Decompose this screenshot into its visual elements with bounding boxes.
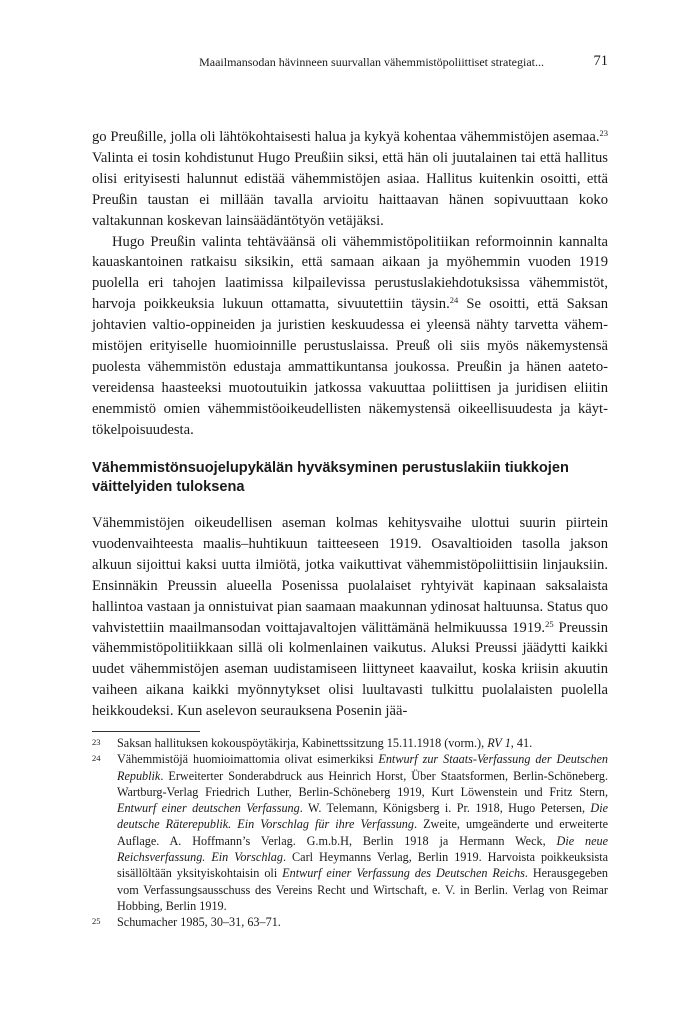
footnote-title: Entwurf einer Verfassung des Deutschen Reichs <box>282 866 525 881</box>
footnote-title: Entwurf einer deutschen Verfassung <box>117 801 300 816</box>
footnote-25 <box>92 914 608 930</box>
paragraph-text: go Preußille, jolla oli lähtökohtaisesti halua ja kykyä kohentaa vähemmistöjen asemaa. <box>92 129 600 145</box>
footnote-text: , 41. <box>510 736 533 750</box>
footnote-number: 25 <box>92 916 101 927</box>
footnote-title: Entwurf zur Staats-Verfassung der Deutschen Republik <box>117 752 608 783</box>
footnote-divider <box>92 731 200 732</box>
paragraph-text: Vähemmistöjen oikeudellisen aseman kolmas kehitysvaihe ulottui suurin piirtein vuodenvaihteesta maalis–huhtikuun taitteeseen 1919. Osavaltioiden tasolla jakson alkuun sijoittui kaksi uutta ilmiötä, jotka vaikuttivat vähemmistöpoliittisiin linjauksiin. Ensinnäkin Preussin alueella Posenissa puolalaiset ryhtyivät kapinaan saksalaista hallintoa vastaan ja onnistuivat pian saamaan maakunnan ydinosat haltuunsa. Status quo vahvistettiin maailmansodan voittajavaltojen välittämänä helmikuussa 1919. <box>92 515 608 636</box>
body-text <box>92 127 608 441</box>
footnote-text: . Carl Heymanns Verlag, Berlin 1919. Harvoista poikkeuksista sisällöltään yksityiskohtaisin oli <box>117 850 609 881</box>
footnote-23 <box>92 735 608 751</box>
footnote-text: Vähemmistöjä huomioimattomia olivat esimerkiksi <box>117 752 379 767</box>
paragraph-text: Valinta ei tosin kohdistunut Hugo Preußiin siksi, että hän oli juutalainen tai että hallitus olisi erityisesti halunnut edistää vähemmistöjen asiaa. Hallitus kuitenkin osoitti, että Preußin taustan ei millään tavalla arvioitu haittaavan hänen sopivuuttaan koko valtakunnan koskevan lainsäädäntötyön vetäjäksi. <box>92 149 608 229</box>
footnote-text: . Zweite, umgeänderte und erweiterte Auflage. A. Hoffmann’s Verlag. G.m.b.H, Berlin 1918 ja Hermann Weck, <box>117 817 608 848</box>
footnote-title: Die neue Reichsverfassung. Ein Vorschlag <box>117 833 608 865</box>
footnote-text: . Herausgegeben vom Verfassungsausschuss des Vereins Recht und Wirtschaft, e. V. in Berlin. Verlag von Reimar Hobbing, Berlin 1919. <box>117 866 609 913</box>
footnote-number: 24 <box>92 753 101 764</box>
footnote-title: RV 1 <box>487 736 511 750</box>
footnote-number: 23 <box>92 737 101 747</box>
paragraph-text: Preussin vähemmistöpolitiikkaan sillä oli kolmenlainen vaikutus. Aluksi Preussi jäädytti kaikki uudet vähemmistöjen aseman uudistamiseen liittyneet kaavailut, koska kriisin akuutin vaiheen aikana kaikki myönnytykset olisi luultavasti tulkittu puolalaisten puolella heikkoudeksi. Kun aselevon seurauksena Posenin jää- <box>92 619 608 720</box>
paragraph-text: Se osoitti, että Saksan johtavien valtio-oppineiden ja juristien keskuudessa ei yleensä nähty tarvetta vähemmistöjen erityiselle huomioinnille perustuslaissa. Preuß oli siis myös näkemystensä puolesta vähemmistön edustaja ammattikuntansa joukossa. Preußin ja hänen aatetovereidensa haasteeksi muotoutuikin jatkossa vakuuttaa poliittisen ja juridisen eliitin enemmistö omien vähemmistöoikeudellisten näkemystensä oikeellisuudesta ja käyttökelpoisuudesta. <box>92 296 608 438</box>
footnote-ref: 23 <box>599 128 608 138</box>
running-title: Maailmansodan hävinneen suurvallan vähemmistöpoliittiset strategiat... <box>199 55 544 69</box>
footnote-text: Schumacher 1985, 30–31, 63–71. <box>117 915 281 930</box>
footnote-ref: 24 <box>449 295 459 306</box>
footnote-text: . W. Telemann, Königsberg i. Pr. 1918, Hugo Petersen, <box>299 801 591 816</box>
paragraph <box>92 513 608 722</box>
page-number: 71 <box>593 53 608 69</box>
body-text <box>92 513 608 722</box>
section-heading: Vähemmistönsuojelupykälän hyväksyminen perustuslakiin tiukkojen väittelyiden tuloksena <box>92 460 569 495</box>
footnote-title: Die deutsche Räterepublik. Ein Vorschlag für ihre Verfassung <box>117 801 608 832</box>
footnote-text: . Erweiterter Sonderabdruck aus Heinrich Horst, Über Staatsformen, Berlin-Schöneberg. Wartburg-Verlag Friedrich Luther, Berlin-Schöneberg 1919, Kurt Löwenstein und Fritz Stern, <box>117 768 608 799</box>
footnotes <box>92 735 608 931</box>
paragraph <box>92 127 608 232</box>
footnote-ref: 25 <box>545 618 554 629</box>
footnote-text: Saksan hallituksen kokouspöytäkirja, Kabinettssitzung 15.11.1918 (vorm.), <box>117 736 488 750</box>
paragraph <box>92 232 608 441</box>
footnote-24 <box>92 751 608 914</box>
paragraph-text: Hugo Preußin valinta tehtäväänsä oli vähemmistöpolitiikan reformoinnin kannalta kauaskantoinen ratkaisu siksikin, että samaan aikaan ja myöhemmin vuoden 1919 puolella eri tahojen laatimissa kilpailevissa perustuslakiehdotuksissa vähemmistöt, harvoja poikkeuksia lukuun ottamatta, sivuutettiin täysin. <box>92 233 608 313</box>
